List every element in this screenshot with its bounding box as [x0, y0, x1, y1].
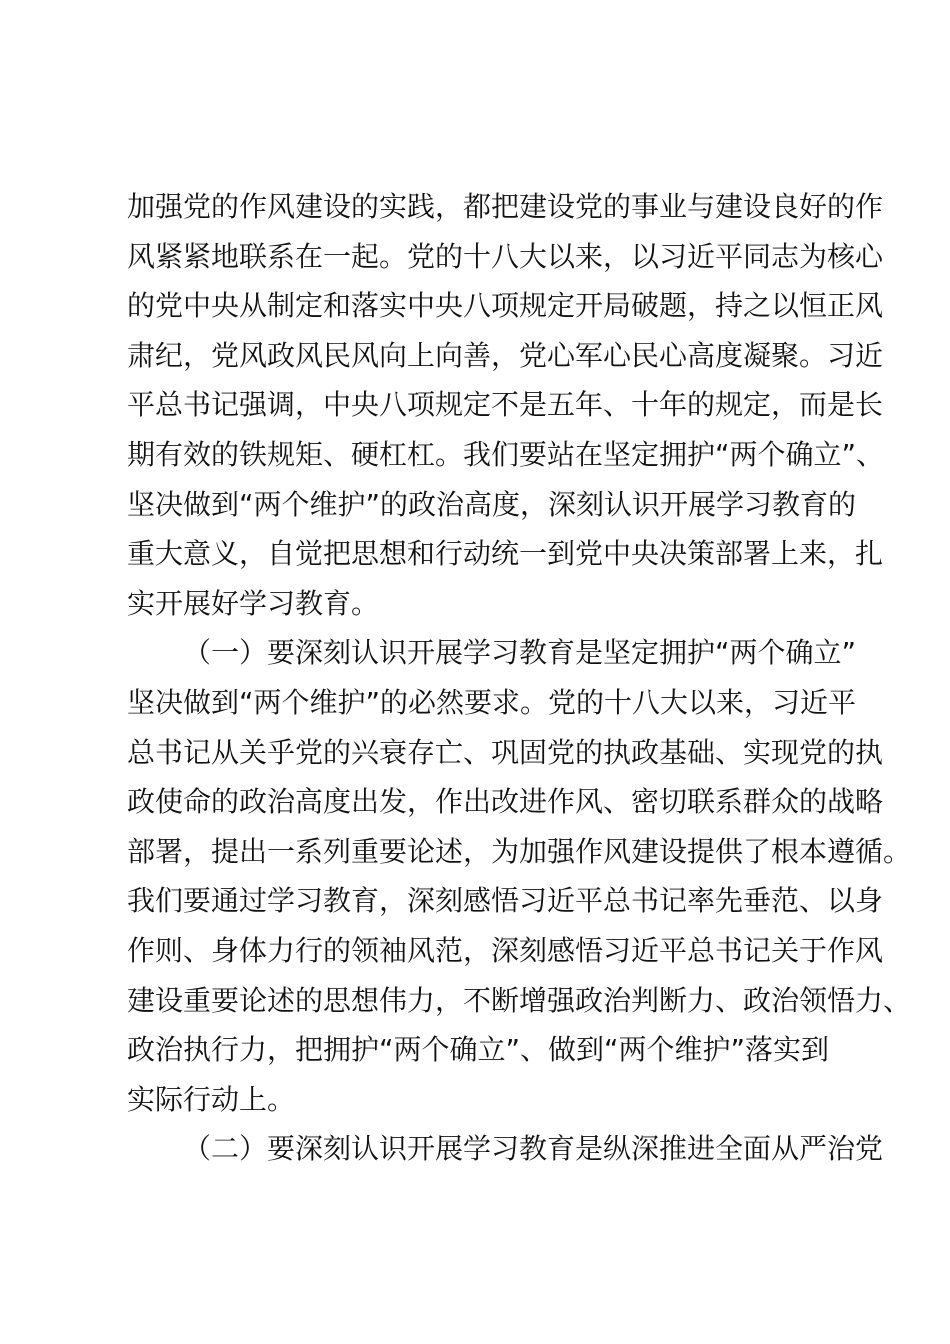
text-line: 实开展好学习教育。	[127, 586, 380, 620]
text-line: 的党中央从制定和落实中央八项规定开局破题，持之以恒正风	[127, 289, 884, 323]
text-line: 平总书记强调，中央八项规定不是五年、十年的规定，而是长	[127, 388, 884, 422]
text-line: 坚决做到“两个维护”的必然要求。党的十八大以来，习近平	[127, 685, 857, 719]
text-line: 风紧紧地联系在一起。党的十八大以来，以习近平同志为核心	[127, 239, 884, 273]
text-line: 建设重要论述的思想伟力，不断增强政治判断力、政治领悟力、	[127, 983, 912, 1017]
text-line: 作则、身体力行的领袖风范，深刻感悟习近平总书记关于作风	[127, 933, 884, 967]
text-line: 总书记从关乎党的兴衰存亡、巩固党的执政基础、实现党的执	[127, 735, 884, 769]
text-line: 重大意义，自觉把思想和行动统一到党中央决策部署上来，扎	[127, 537, 884, 571]
text-line: 加强党的作风建设的实践，都把建设党的事业与建设良好的作	[127, 190, 884, 223]
text-line: 实际行动上。	[127, 1082, 296, 1116]
text-line: 期有效的铁规矩、硬杠杠。我们要站在坚定拥护“两个确立”、	[127, 437, 885, 471]
text-line: 部署，提出一系列重要论述，为加强作风建设提供了根本遵循。	[127, 834, 912, 868]
text-line: 政使命的政治高度出发，作出改进作风、密切联系群众的战略	[127, 785, 884, 819]
text-line: 坚决做到“两个维护”的政治高度，深刻认识开展学习教育的	[127, 487, 857, 521]
body-text	[127, 182, 912, 1174]
text-line: 政治执行力，把拥护“两个确立”、做到“两个维护”落实到	[127, 1033, 830, 1067]
text-line: 我们要通过学习教育，深刻感悟习近平总书记率先垂范、以身	[127, 884, 884, 918]
text-line: 肃纪，党风政风民风向上向善，党心军心民心高度凝聚。习近	[127, 338, 884, 372]
section-heading-2: （二）要深刻认识开展学习教育是纵深推进全面从严治党	[183, 1132, 884, 1166]
section-heading-1: （一）要深刻认识开展学习教育是坚定拥护“两个确立”	[183, 636, 857, 670]
